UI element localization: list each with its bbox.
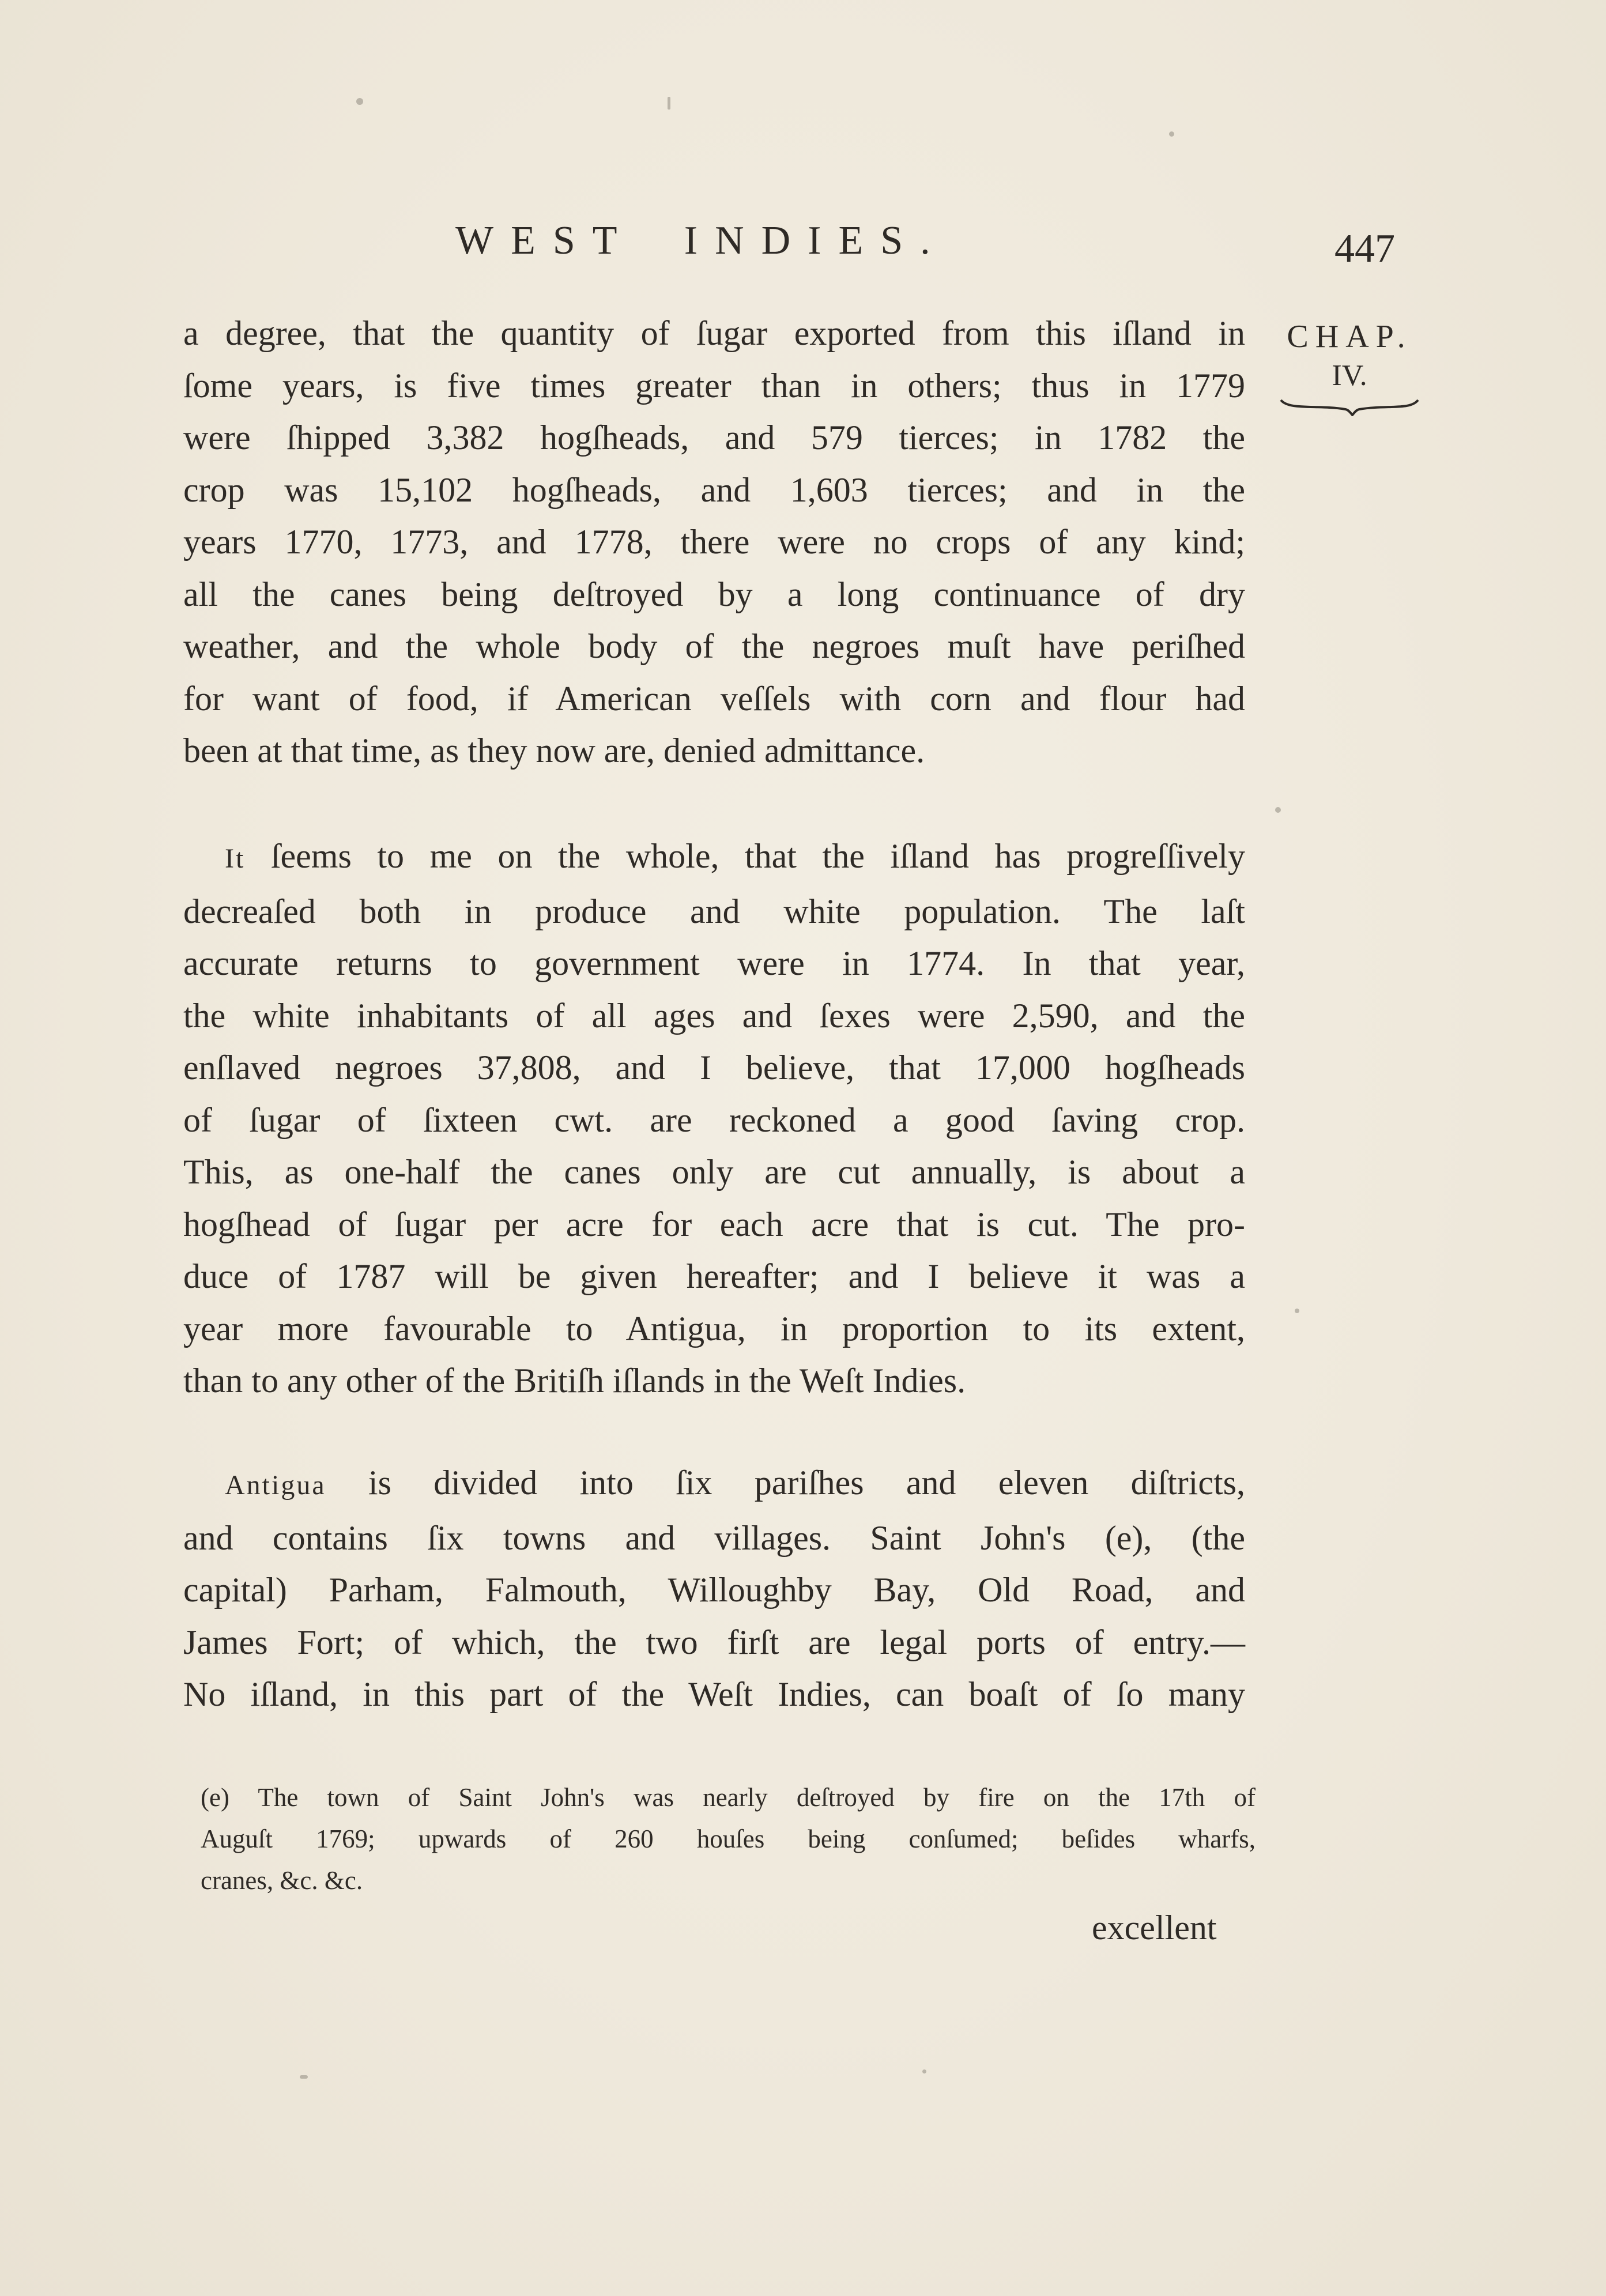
text-line: all the canes being deſtroyed by a long continuance of dry <box>183 575 1245 613</box>
text-run: ſeems to me on the whole, that the iſland has progreſſively <box>245 837 1245 875</box>
text-line: ſome years, is five times greater than in others; thus in 1779 <box>183 366 1245 405</box>
paper-speck <box>300 2075 308 2079</box>
chapter-number: IV. <box>1332 359 1367 392</box>
paragraph-3 <box>183 1457 1245 1721</box>
text-line: hogſhead of ſugar per acre for each acre that is cut. The pro- <box>183 1205 1245 1243</box>
text-line: the white inhabitants of all ages and ſexes were 2,590, and the <box>183 996 1245 1035</box>
small-caps-lead: Antigua <box>225 1470 326 1500</box>
paper-speck <box>668 97 670 110</box>
paper-speck <box>1295 1309 1299 1313</box>
text-line: a degree, that the quantity of ſugar exported from this iſland in <box>183 314 1245 352</box>
small-caps-lead: It <box>225 843 246 874</box>
text-line: of ſugar of ſixteen cwt. are reckoned a good ſaving crop. <box>183 1100 1245 1139</box>
footnote-line: Auguſt 1769; upwards of 260 houſes being conſumed; beſides wharfs, <box>201 1824 1256 1853</box>
text-line: decreaſed both in produce and white population. The laſt <box>183 892 1245 930</box>
text-line: for want of food, if American veſſels with corn and flour had <box>183 679 1245 718</box>
paper-speck <box>1275 807 1281 813</box>
text-line: James Fort; of which, the two firſt are legal ports of entry.— <box>183 1623 1245 1661</box>
paragraph-2 <box>183 830 1245 1407</box>
paper-speck <box>356 98 363 105</box>
brace-ornament <box>1277 397 1422 416</box>
text-line: enſlaved negroes 37,808, and I believe, that 17,000 hogſheads <box>183 1049 1245 1087</box>
text-line: weather, and the whole body of the negroes muſt have periſhed <box>183 627 1245 665</box>
footnote <box>201 1777 1256 1901</box>
text-line: year more favourable to Antigua, in proportion to its extent, <box>183 1309 1245 1348</box>
catchword: excellent <box>1092 1909 1217 1947</box>
text-line <box>183 830 1245 885</box>
text-line: No iſland, in this part of the Weſt Indies, can boaſt of ſo many <box>183 1675 1245 1713</box>
paper-speck <box>922 2069 926 2073</box>
paragraph-1 <box>183 307 1245 777</box>
chapter-marginal-note <box>1277 316 1422 416</box>
text-line: and contains ſix towns and villages. Saint John's (e), (the <box>183 1518 1245 1557</box>
text-line: capital) Parham, Falmouth, Willoughby Bay, Old Road, and <box>183 1571 1245 1609</box>
text-line: crop was 15,102 hogſheads, and 1,603 tierces; and in the <box>183 470 1245 509</box>
chapter-label: CHAP. <box>1287 319 1412 355</box>
footnote-line: cranes, &c. &c. <box>201 1866 363 1895</box>
paper-speck <box>1169 131 1174 137</box>
text-line: This, as one-half the canes only are cut annually, is about a <box>183 1153 1245 1191</box>
text-line: accurate returns to government were in 1774. In that year, <box>183 944 1245 982</box>
text-line: were ſhipped 3,382 hogſheads, and 579 tierces; in 1782 the <box>183 419 1245 457</box>
page-number: 447 <box>1334 227 1395 271</box>
running-head: WEST INDIES. <box>455 218 948 263</box>
text-line: duce of 1787 will be given hereafter; and I believe it was a <box>183 1257 1245 1295</box>
text-line: than to any other of the Britiſh iſlands in the Weſt Indies. <box>183 1362 966 1400</box>
text-line <box>183 1457 1245 1512</box>
text-run: is divided into ſix pariſhes and eleven diſtricts, <box>326 1464 1245 1502</box>
text-line: years 1770, 1773, and 1778, there were no crops of any kind; <box>183 523 1245 561</box>
footnote-line: (e) The town of Saint John's was nearly deſtroyed by fire on the 17th of <box>201 1783 1256 1812</box>
text-line: been at that time, as they now are, denied admittance. <box>183 732 925 770</box>
